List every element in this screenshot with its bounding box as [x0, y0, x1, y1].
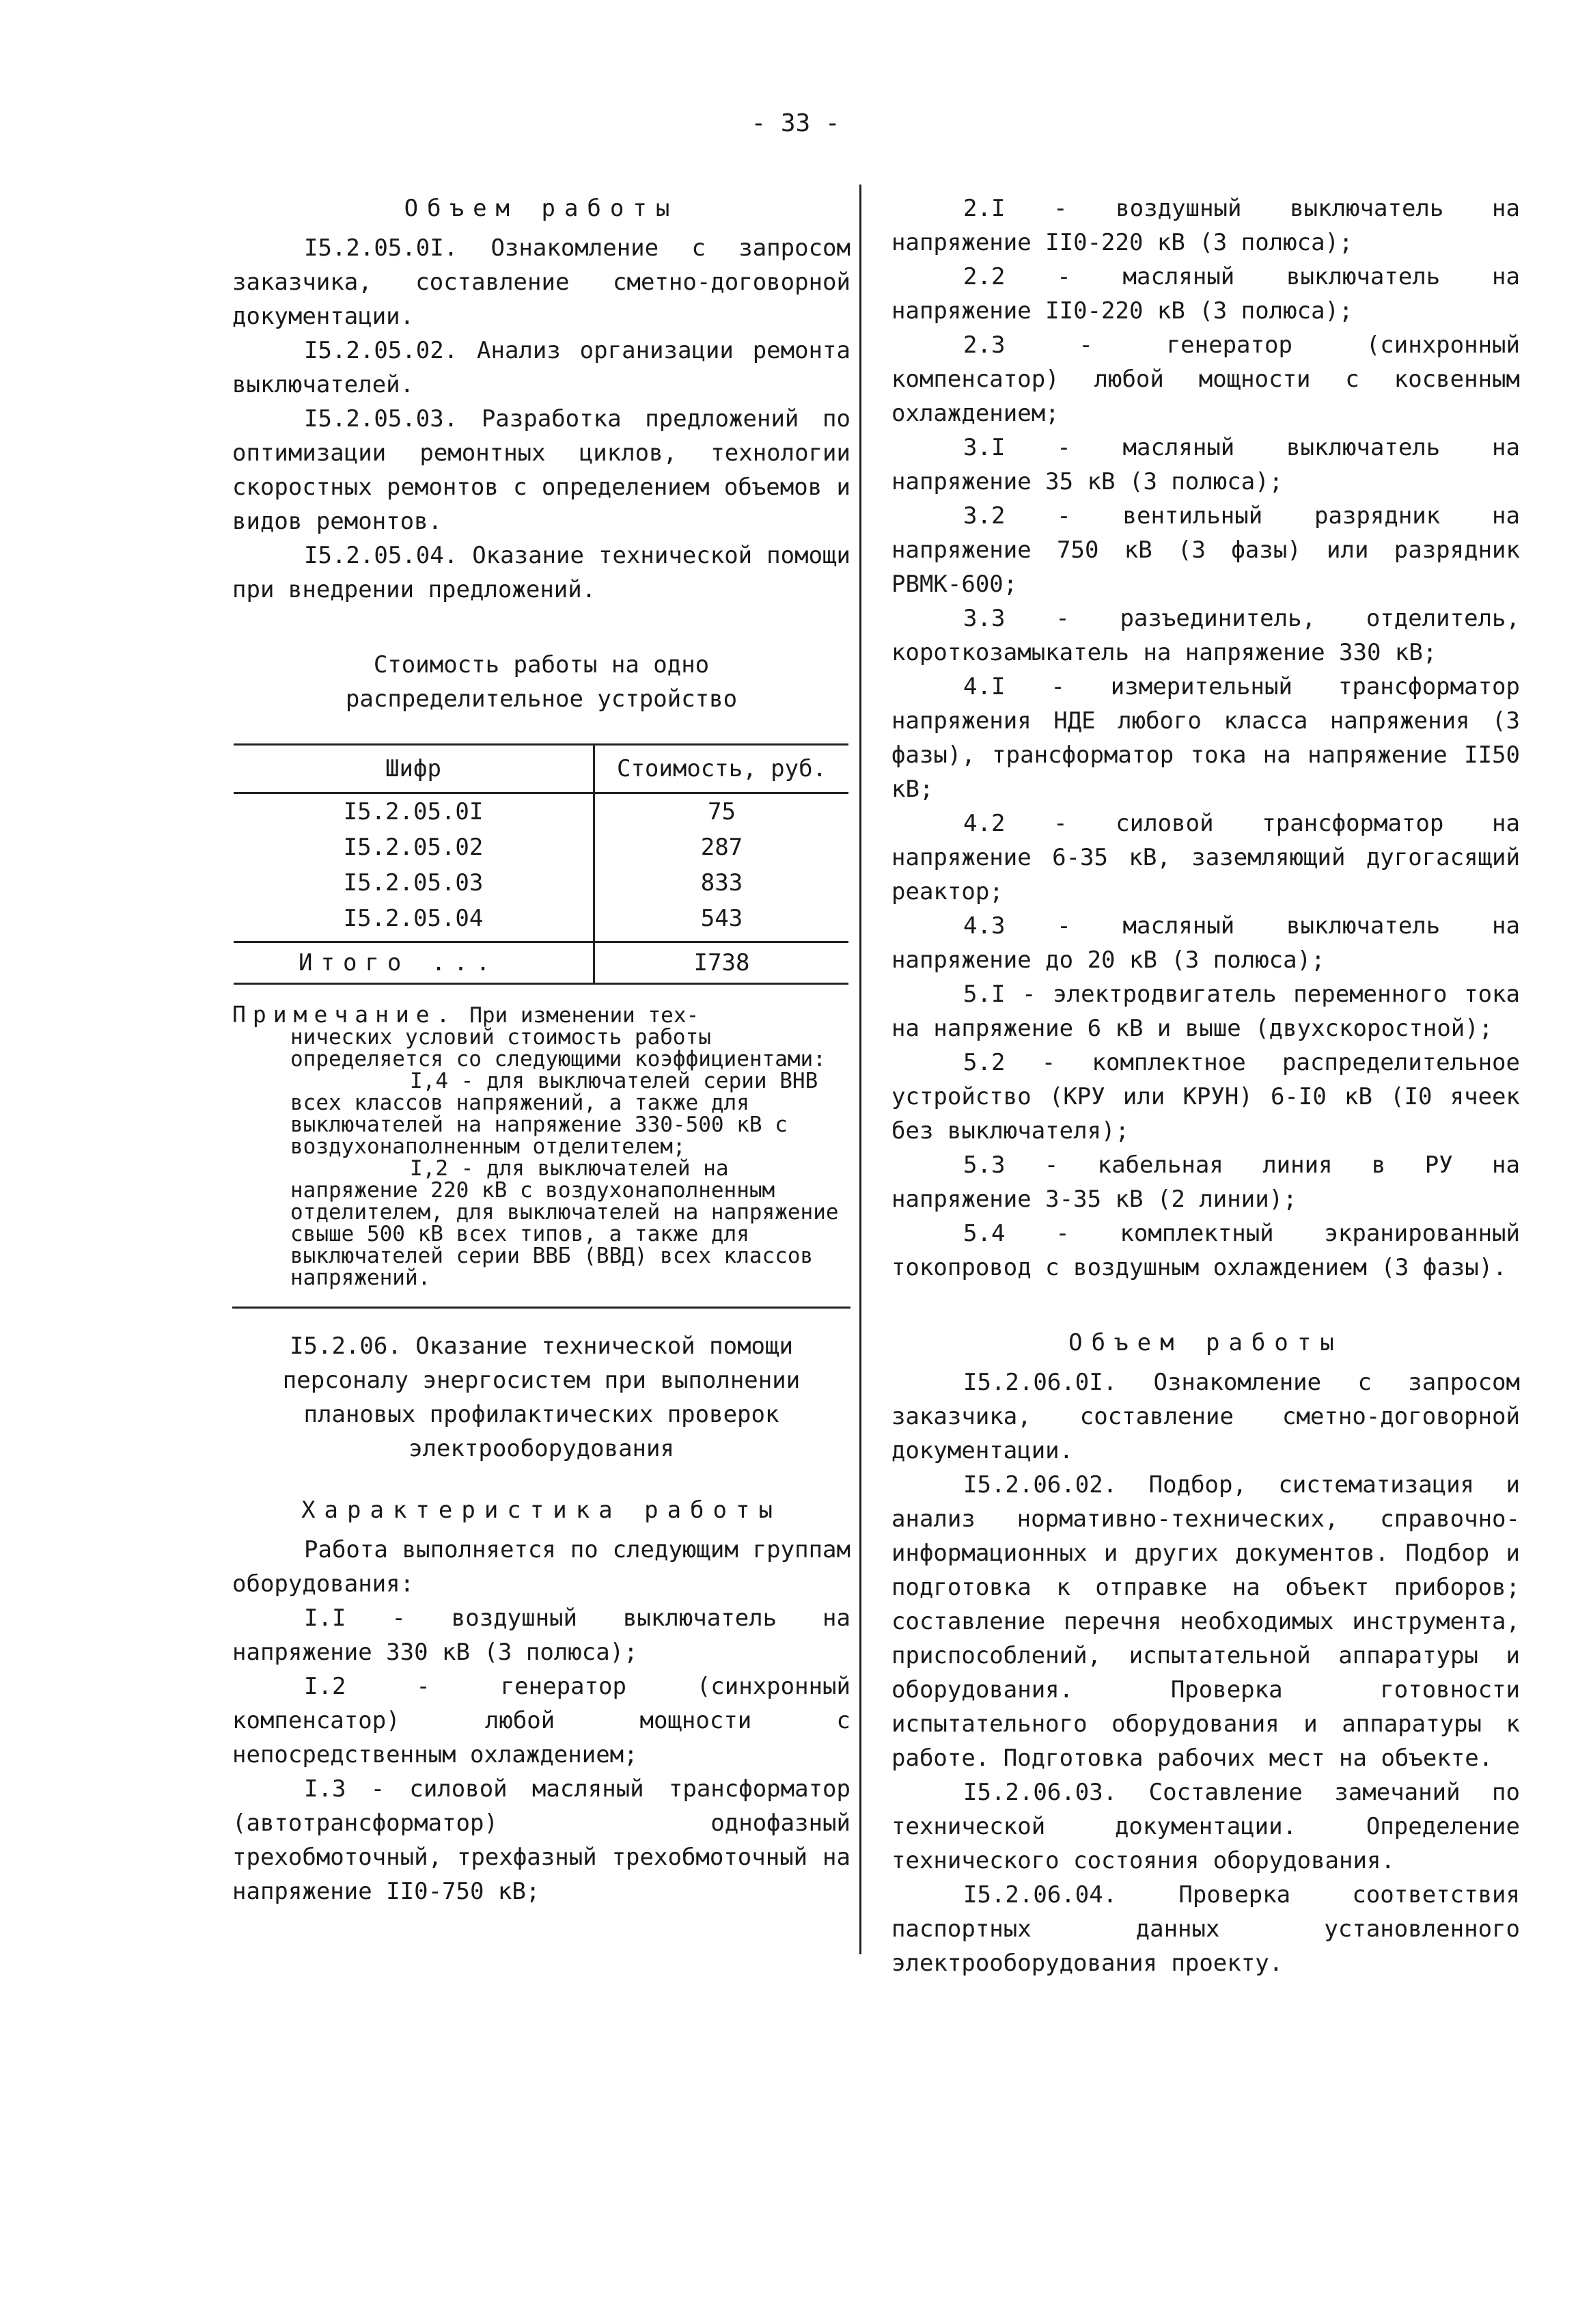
- right-column: [891, 191, 1520, 1980]
- equipment-group: 5.4 - комплектный экранированный токопровод с воздушным охлаждением (3 фазы).: [891, 1220, 1520, 1281]
- table-header-row: [234, 745, 848, 793]
- scope-item: I5.2.06.02. Подбор, систематизация и анализ нормативно-технических, справочно-информационных и других документов. Подбор и подготовка к отправке на объект приборов; составление перечня необходимых инструмента, приспособлений, испытательной аппаратуры и оборудования. Проверка готовности испытательного оборудования и аппаратуры к работе. Подготовка рабочих мест на объекте.: [891, 1471, 1520, 1772]
- row-cost: 543: [700, 905, 743, 932]
- row-code: I5.2.05.0I: [234, 793, 594, 830]
- scope-item: I5.2.05.03. Разработка предложений по оптимизации ремонтных циклов, технологии скоростных ремонтов с определением объемов и видов ремонтов.: [232, 405, 850, 535]
- equipment-group: I.2 - генератор (синхронный компенсатор) любой мощности с непосредственным охлаждением;: [232, 1673, 850, 1768]
- table-row: [234, 793, 848, 830]
- equipment-group: 5.3 - кабельная линия в РУ на напряжение 3-35 кВ (2 линии);: [891, 1151, 1520, 1213]
- equipment-group: I.3 - силовой масляный трансформатор (автотрансформатор) однофазный трехобмоточный, трехфазный трехобмоточный на напряжение II0-750 кВ;: [232, 1775, 850, 1905]
- equipment-group: 3.3 - разъединитель, отделитель, короткозамыкатель на напряжение 330 кВ;: [891, 605, 1520, 666]
- equipment-group: 5.2 - комплектное распределительное устройство (КРУ или КРУН) 6-I0 кВ (I0 ячеек без выключателя);: [891, 1049, 1520, 1145]
- header-cost: Стоимость, руб.: [594, 745, 849, 793]
- note-coef-2: I,2 - для выключателей на напряжение 220 кВ с воздухонаполненным отделителем, для выключателей на напряжение свыше 500 кВ всех типов, а также для выключателей серии ВВБ (ВВД) всех классов напряжений.: [290, 1156, 839, 1290]
- equipment-group: I.I - воздушный выключатель на напряжение 330 кВ (3 полюса);: [232, 1604, 850, 1666]
- row-cost: 833: [700, 869, 743, 897]
- scope-item: I5.2.05.04. Оказание технической помощи при внедрении предложений.: [232, 542, 850, 603]
- row-code: I5.2.05.04: [234, 901, 594, 942]
- left-column: [232, 191, 850, 1909]
- characteristics-intro: Работа выполняется по следующим группам оборудования:: [232, 1536, 850, 1598]
- scope-item: I5.2.05.0I. Ознакомление с запросом заказчика, составление сметно-договорной документации.: [232, 234, 850, 330]
- scope-item: I5.2.05.02. Анализ организации ремонта выключателей.: [232, 337, 850, 398]
- table-row: [234, 830, 848, 865]
- section-title: I5.2.06. Оказание технической помощи персоналу энергосистем при выполнении плановых профилактических проверок электрооборудования: [282, 1332, 801, 1462]
- heading-scope-right: Объем работы: [1068, 1329, 1343, 1356]
- scope-item: I5.2.06.03. Составление замечаний по технической документации. Определение технического состояния оборудования.: [891, 1779, 1520, 1874]
- equipment-group: 4.2 - силовой трансформатор на напряжение 6-35 кВ, заземляющий дугогасящий реактор;: [891, 810, 1520, 905]
- row-cost: 75: [708, 798, 736, 825]
- note-coef-1: I,4 - для выключателей серии ВНВ всех классов напряжений, а также для выключателей на напряжение 330-500 кВ с воздухонаполненным отделителем;: [290, 1069, 818, 1159]
- cost-caption-line1: Стоимость работы на одно: [373, 651, 710, 679]
- heading-scope-left: Объем работы: [404, 195, 679, 222]
- row-code: I5.2.05.03: [234, 865, 594, 901]
- equipment-group: 2.I - воздушный выключатель на напряжение II0-220 кВ (3 полюса);: [891, 195, 1520, 256]
- note-lead: Примечание.: [232, 1001, 457, 1028]
- note-text: нических условий стоимость работы определяется со следующими коэффициентами:: [290, 1025, 826, 1071]
- row-code: I5.2.05.02: [234, 830, 594, 865]
- page-number: - 33 -: [751, 109, 840, 137]
- cost-table: [234, 743, 848, 985]
- equipment-group: 2.2 - масляный выключатель на напряжение II0-220 кВ (3 полюса);: [891, 263, 1520, 325]
- heading-characteristics: Характеристика работы: [301, 1496, 781, 1524]
- total-value: I738: [594, 942, 849, 984]
- equipment-group: 4.I - измерительный трансформатор напряжения НДЕ любого класса напряжения (3 фазы), трансформатор тока на напряжение II50 кВ;: [891, 673, 1520, 803]
- equipment-group: 2.3 - генератор (синхронный компенсатор) любой мощности с косвенным охлаждением;: [891, 331, 1520, 427]
- table-total-row: [234, 942, 848, 984]
- column-divider: [859, 184, 861, 1954]
- table-row: [234, 865, 848, 901]
- equipment-group: 3.I - масляный выключатель на напряжение 35 кВ (3 полюса);: [891, 434, 1520, 495]
- note-block: [232, 1001, 840, 1290]
- scope-item: I5.2.06.0I. Ознакомление с запросом заказчика, составление сметно-договорной документации.: [891, 1369, 1520, 1464]
- table-row: [234, 901, 848, 942]
- equipment-group: 5.I - электродвигатель переменного тока на напряжение 6 кВ и выше (двухскоростной);: [891, 981, 1520, 1042]
- equipment-group: 3.2 - вентильный разрядник на напряжение 750 кВ (3 фазы) или разрядник РВМК-600;: [891, 502, 1520, 598]
- row-cost: 287: [700, 834, 743, 861]
- scope-item: I5.2.06.04. Проверка соответствия паспортных данных установленного электрооборудования проекту.: [891, 1881, 1520, 1977]
- total-label: Итого ...: [234, 942, 594, 984]
- cost-caption-line2: распределительное устройство: [345, 685, 738, 713]
- equipment-group: 4.3 - масляный выключатель на напряжение до 20 кВ (3 полюса);: [891, 912, 1520, 974]
- note-first-line: При изменении тех-: [456, 1003, 700, 1028]
- section-rule: [232, 1307, 850, 1309]
- header-code: Шифр: [234, 745, 594, 793]
